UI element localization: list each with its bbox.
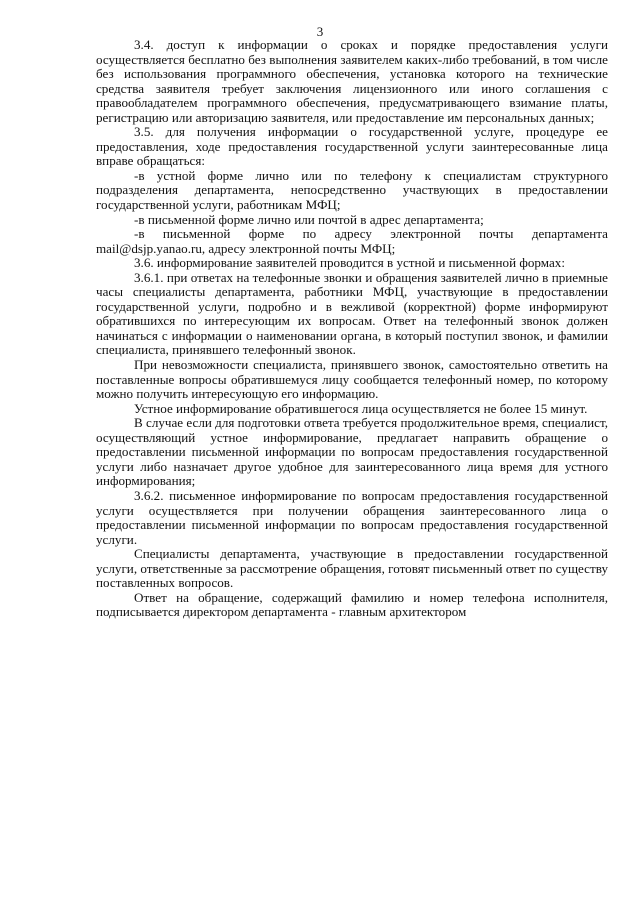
paragraph-long-preparation: В случае если для подготовки ответа требуется продолжительное время, специалист, осуществляющий устное информирование, предлагает направить обращение о предоставлении письменной информации по вопросам предоставления государственной услуги либо назначает другое удобное для заинтересованного лица время для устного информирования; bbox=[96, 415, 608, 489]
paragraph-answer-signed: Ответ на обращение, содержащий фамилию и номер телефона исполнителя, подписывается директором департамента - главным архитектором bbox=[96, 589, 608, 620]
list-item-written-form: -в письменной форме лично или почтой в адрес департамента; bbox=[134, 211, 484, 227]
document-body bbox=[96, 38, 608, 620]
paragraph-oral-duration: Устное информирование обратившегося лица осуществляется не более 15 минут. bbox=[134, 400, 588, 416]
list-item-email: -в письменной форме по адресу электронной почты департамента mail@dsjp.yanao.ru, адресу электронной почты МФЦ; bbox=[96, 226, 608, 256]
paragraph-3-4: 3.4. доступ к информации о сроках и порядке предоставления услуги осуществляется бесплатно без выполнения заявителем каких-либо требований, в том числе без использования программного обеспечения, установка которого на технические средства заявителя требует заключения лицензионного или иного соглашения с правообладателем программного обеспечения, предусматривающего взимание платы, регистрацию или авторизацию заявителя, или предоставление им персональных данных; bbox=[96, 37, 608, 125]
paragraph-specialists: Специалисты департамента, участвующие в предоставлении государственной услуги, ответственные за рассмотрение обращения, готовят письменный ответ по существу поставленных вопросов. bbox=[96, 546, 608, 591]
paragraph-3-5: 3.5. для получения информации о государственной услуге, процедуре ее предоставления, ходе предоставления государственной услуги заинтересованные лица вправе обращаться: bbox=[96, 124, 608, 169]
list-item-oral-form: -в устной форме лично или по телефону к специалистам структурного подразделения департамента, непосредственно участвующих в предоставлении государственной услуги, работникам МФЦ; bbox=[96, 167, 608, 213]
paragraph-unable-to-answer: При невозможности специалиста, принявшего звонок, самостоятельно ответить на поставленные вопросы обратившемуся лицу сообщается телефонный номер, по которому можно получить интересующую его информацию. bbox=[96, 357, 608, 402]
paragraph-3-6-2: 3.6.2. письменное информирование по вопросам предоставления государственной услуги осуществляется при получении обращения заинтересованного лица о предоставлении письменной информации по вопросам предоставления государственной услуги. bbox=[96, 487, 608, 547]
page-number: 3 bbox=[316, 24, 324, 39]
paragraph-3-6-1: 3.6.1. при ответах на телефонные звонки и обращения заявителей лично в приемные часы специалисты департамента, работники МФЦ, участвующие в предоставлении государственной услуги, подробно и в вежливой (корректной) форме информируют обратившихся по интересующим их вопросам. Ответ на телефонный звонок должен начинаться с информации о наименовании органа, в который поступил звонок, и фамилии специалиста, принявшего телефонный звонок. bbox=[96, 269, 608, 358]
paragraph-3-6: 3.6. информирование заявителей проводится в устной и письменной формах: bbox=[134, 255, 565, 271]
